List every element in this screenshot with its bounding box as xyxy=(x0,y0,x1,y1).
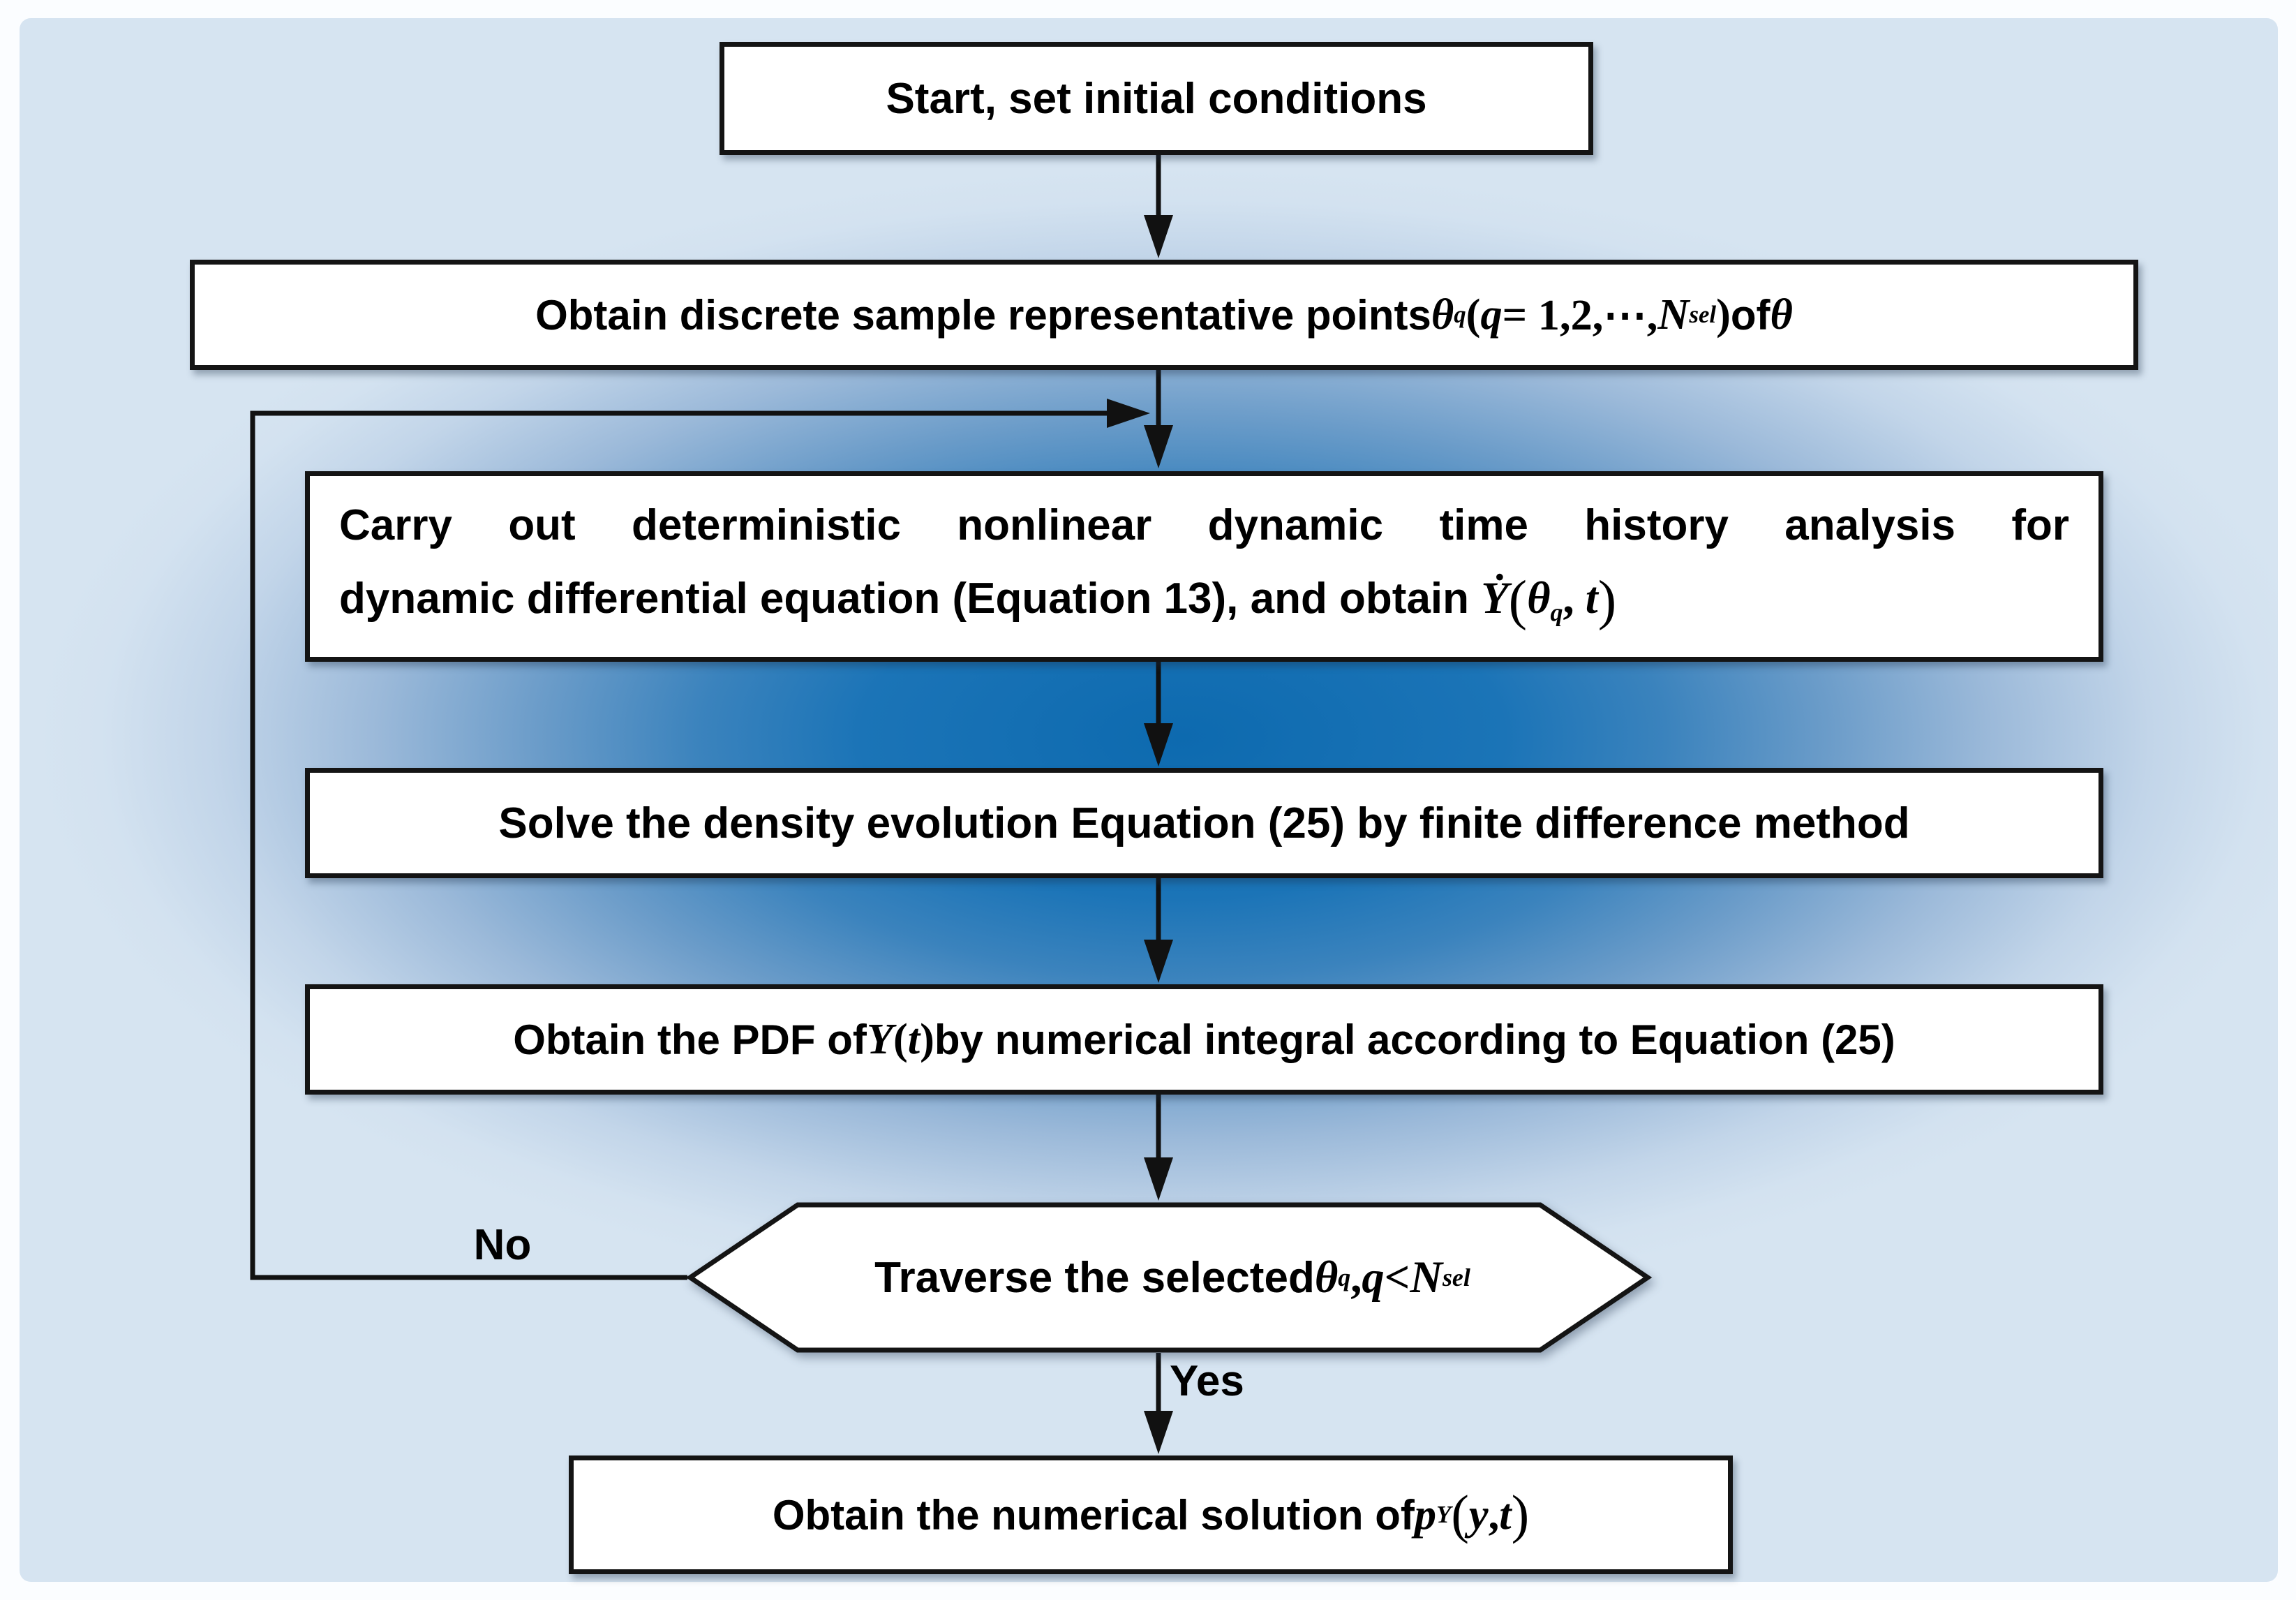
branch-label-yes: Yes xyxy=(1170,1357,1244,1405)
text-line2 xyxy=(339,569,2069,632)
text-segment: by numerical integral according to Equation (25) xyxy=(934,1016,1895,1063)
math-sub-q: q xyxy=(1550,598,1563,627)
math-paren: ( xyxy=(893,1015,908,1063)
text-segment: dynamic differential equation (Equation 13), and obtain xyxy=(339,575,1482,623)
math-paren: ) xyxy=(920,1015,934,1063)
math-N: N xyxy=(1657,290,1690,339)
text-segment: Obtain the PDF of xyxy=(513,1016,867,1063)
branch-label-no: No xyxy=(473,1221,532,1269)
math-sub-q: q xyxy=(1338,1264,1351,1291)
math-q: q xyxy=(1480,290,1503,339)
text-segment: Start, set initial conditions xyxy=(886,74,1427,123)
math-p: p xyxy=(1414,1490,1437,1539)
text-segment: Obtain the numerical solution of xyxy=(772,1491,1415,1539)
math-Y: Y xyxy=(866,1015,893,1063)
math-paren: ) xyxy=(1511,1485,1530,1544)
node-obtain-sample-points xyxy=(190,260,2138,370)
math-comma: , xyxy=(1350,1252,1362,1302)
text-segment: Traverse the selected xyxy=(874,1253,1315,1302)
math-sub-sel: sel xyxy=(1689,301,1717,328)
math-lt: < xyxy=(1384,1252,1410,1302)
math-paren: ( xyxy=(1508,570,1528,631)
math-t: t xyxy=(1585,573,1598,623)
text-segment: Obtain discrete sample representative points xyxy=(535,291,1431,339)
math-sub-sel: sel xyxy=(1442,1264,1470,1291)
math-q: q xyxy=(1362,1252,1385,1302)
math-y: y xyxy=(1468,1490,1489,1539)
math-theta-bold: θ xyxy=(1314,1252,1339,1302)
math-N: N xyxy=(1410,1252,1443,1302)
math-sequence: = 1,2,⋯, xyxy=(1502,291,1658,339)
node-decision-traverse xyxy=(722,1202,1623,1353)
node-obtain-pdf xyxy=(305,984,2103,1095)
node-numerical-solution xyxy=(569,1455,1733,1574)
text-segment: of xyxy=(1730,291,1771,339)
math-paren: ) xyxy=(1597,570,1617,631)
math-comma: , xyxy=(1488,1490,1500,1539)
node-solve-density-evolution xyxy=(305,768,2103,878)
text-segment: Solve the density evolution Equation (25) by finite difference method xyxy=(498,799,1910,847)
node-time-history-analysis xyxy=(305,471,2103,662)
node-start xyxy=(720,42,1593,155)
math-t: t xyxy=(1499,1490,1512,1539)
math-sub-Y: Y xyxy=(1436,1501,1452,1528)
math-comma: , xyxy=(1563,573,1586,623)
math-paren: ( xyxy=(1451,1485,1469,1544)
math-paren: ) xyxy=(1716,290,1731,339)
text-line1: Carry out deterministic nonlinear dynamic time history analysis for xyxy=(339,501,2069,549)
math-theta: θ xyxy=(1431,290,1454,339)
math-t: t xyxy=(907,1015,920,1063)
math-sub-q: q xyxy=(1454,301,1466,328)
math-ydot: Ẏ xyxy=(1481,573,1509,623)
math-theta-bold: θ xyxy=(1527,573,1551,623)
math-theta-bold: θ xyxy=(1770,290,1793,339)
math-paren: ( xyxy=(1466,290,1481,339)
